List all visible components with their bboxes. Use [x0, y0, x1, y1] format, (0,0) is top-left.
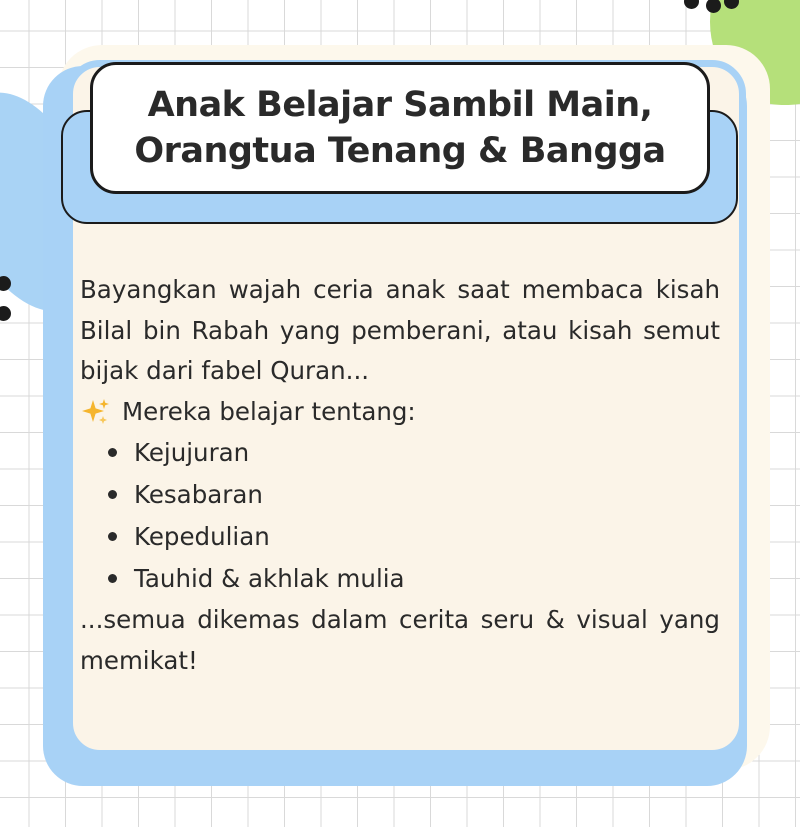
sparkles-icon [80, 397, 110, 427]
values-list [80, 432, 720, 600]
title-box [90, 62, 710, 194]
intro-paragraph: Bayangkan wajah ceria anak saat membaca kisah Bilal bin Rabah yang pemberani, atau kisah semut bijak dari fabel Quran... [80, 275, 720, 385]
learning-intro [80, 392, 720, 433]
closing-paragraph: ...semua dikemas dalam cerita seru & visual yang memikat! [80, 605, 720, 675]
list-item: Kesabaran [108, 474, 720, 516]
title-line-1: Anak Belajar Sambil Main, [147, 85, 653, 125]
list-item: Kejujuran [108, 432, 720, 474]
content-text [80, 270, 720, 681]
learning-intro-text: Mereka belajar tentang: [122, 396, 416, 426]
list-item: Kepedulian [108, 516, 720, 558]
title-line-2: Orangtua Tenang & Bangga [134, 131, 666, 171]
list-item: Tauhid & akhlak mulia [108, 558, 720, 600]
